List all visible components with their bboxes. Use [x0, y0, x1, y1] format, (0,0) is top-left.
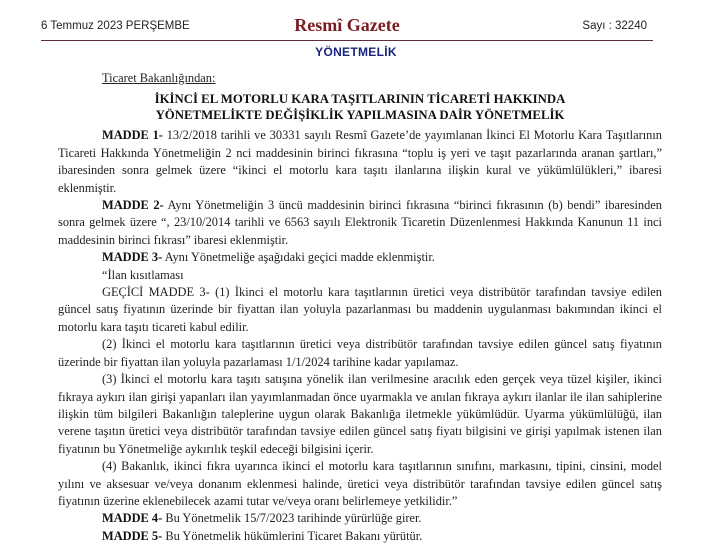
- gazette-header: [41, 14, 653, 41]
- temporary-article-para-1: GEÇİCİ MADDE 3- (1) İkinci el motorlu kara taşıtlarının üretici veya distribütör tarafından tavsiye edilen güncel satış fiyatının üzerinde bir fiyattan ilan yoluyla pazarlanması bu maddenin uygulanması bakımından ikinci el motorlu kara taşıtı ticareti kabul edilir.: [58, 285, 662, 334]
- temporary-article-para-4: (4) Bakanlık, ikinci fıkra uyarınca ikinci el motorlu kara taşıtlarının sınıfını, markasını, tipini, cinsini, model yılını ve aksesuar ve/veya donanım eklenmesi halinde, üretici veya distribütör tarafından tavsiye edilen güncel satış fiyatının üzerine eklenebilecek azami tutar ve/veya oranı belirlemeye yetkilidir.”: [58, 459, 662, 508]
- temporary-article-para-2: (2) İkinci el motorlu kara taşıtlarının üretici veya distribütör tarafından tavsiye edilen güncel satış fiyatının üzerinde bir fiyattan ilan yoluyla pazarlaması 1/1/2024 tarihine kadar yapılamaz.: [58, 337, 662, 369]
- article-2: [58, 197, 662, 249]
- issue-number: Sayı : 32240: [582, 20, 647, 32]
- section-label: YÖNETMELİK: [315, 45, 397, 59]
- gazette-title: Resmî Gazete: [294, 15, 400, 35]
- article-1: [58, 127, 662, 197]
- article-5-label: MADDE 5-: [102, 528, 163, 543]
- quote-heading: “İlan kısıtlaması: [102, 267, 184, 282]
- regulation-title: [58, 91, 662, 123]
- article-1-label: MADDE 1-: [102, 128, 163, 143]
- publication-date: 6 Temmuz 2023 PERŞEMBE: [41, 20, 190, 32]
- article-5-text: Bu Yönetmelik hükümlerini Ticaret Bakanı yürütür.: [162, 528, 423, 543]
- article-3: [58, 249, 662, 266]
- regulation-title-line-1: İKİNCİ EL MOTORLU KARA TAŞITLARININ TİCARETİ HAKKINDA: [154, 92, 566, 107]
- article-4-text: Bu Yönetmelik 15/7/2023 tarihinde yürürlüğe girer.: [162, 511, 422, 526]
- regulation-document: [58, 70, 662, 545]
- issuing-ministry: Ticaret Bakanlığından:: [102, 71, 216, 85]
- article-2-text: Aynı Yönetmeliğin 3 üncü maddesinin birinci fıkrasına “birinci fıkrasının (b) bendi” ibaresinden sonra gelmek üzere “, 23/10/2014 tarihli ve 6563 sayılı Elektronik Ticaretin Düzenlenmesi Hakkında Kanunun 11 inci maddesinin birinci fıkrası” ibaresi eklenmiştir.: [58, 198, 662, 247]
- article-4: [58, 510, 662, 527]
- article-3-text: Aynı Yönetmeliğe aşağıdaki geçici madde eklenmiştir.: [162, 250, 435, 265]
- temporary-article-para-3: (3) İkinci el motorlu kara taşıtı satışına yönelik ilan verilmesine aracılık eden gerçek veya tüzel kişiler, ikinci fıkraya aykırı ilan girişi yapanları ilan yayımlanmadan önce uyarmakla ve anılan fıkraya aykırı ilanlar ile ilan sahiplerine ilişkin tüm bilgileri Bakanlığın taleplerine uygun olarak Bakanlığa iletmekle yükümlüdür. Uyarma yükümlülüğü, ilan verene taşıtın üretici veya distribütör tarafından tavsiye edilen güncel satış fiyatı bilgisini ve girişi yapılmak istenen ilan fiyatının bu Yönetmeliğe aykırılık teşkil edeceği bilgisini içerir.: [58, 372, 662, 456]
- article-3-label: MADDE 3-: [102, 250, 163, 265]
- regulation-title-line-2: YÖNETMELİKTE DEĞİŞİKLİK YAPILMASINA DAİR YÖNETMELİK: [155, 108, 565, 123]
- article-5: [58, 528, 662, 545]
- article-1-text: 13/2/2018 tarihli ve 30331 sayılı Resmî Gazete’de yayımlanan İkinci El Motorlu Kara Taşıtlarının Ticareti Hakkında Yönetmeliğin 2 nci maddesinin birinci fıkrasına “toplu iş yeri ve taşıt pazarlarında aranan şartları,” ibaresinden sonra gelmek üzere “ikinci el motorlu kara taşıtı ilanlarına ilişkin kural ve yükümlülükleri,” ibaresi eklenmiştir.: [58, 128, 663, 195]
- article-4-label: MADDE 4-: [102, 511, 163, 526]
- article-2-label: MADDE 2-: [102, 198, 164, 213]
